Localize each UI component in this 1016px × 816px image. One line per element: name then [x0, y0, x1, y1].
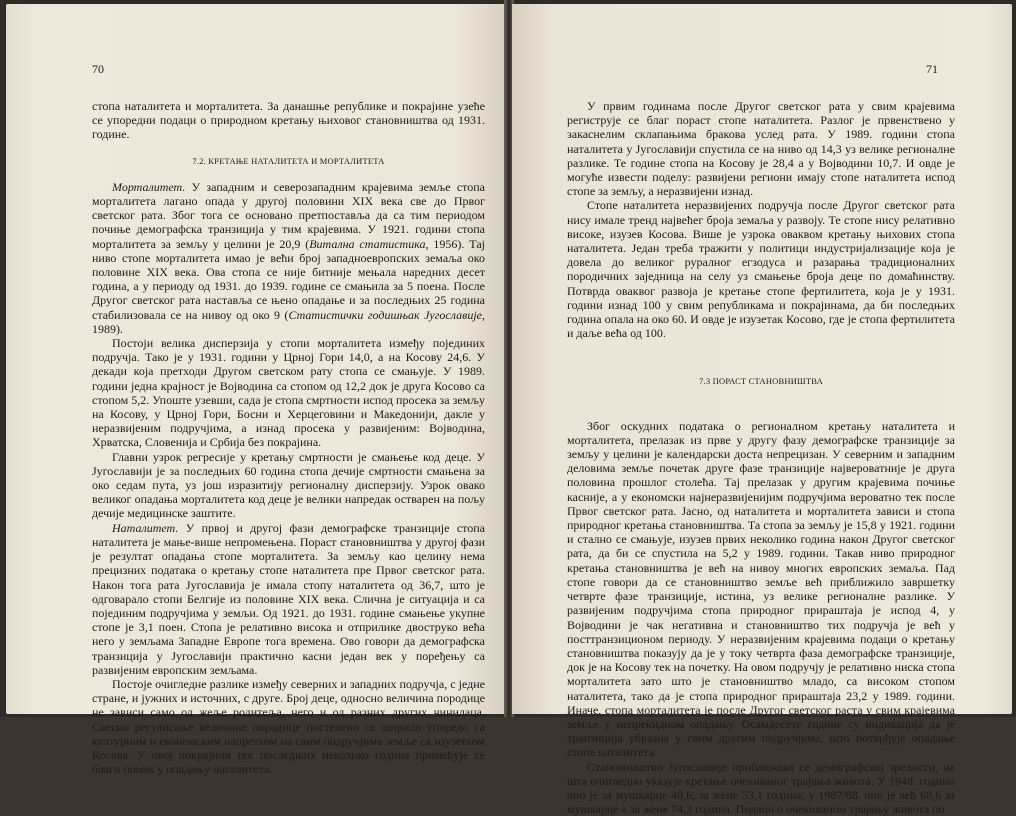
mortality-text-b: , 1956). Тај ниво стопе морталитета имао је већи број западноевропских земаља око половине XIX века. Ова стопа се није битније мењала наредних десет година, а у периоду од 1931. до 1939. године се смањила за 5 поена. После Другог светског рата наставља се њено опадање и за последњих 25 година стабилизовала се на нивоу од око 9 (	[92, 236, 485, 322]
mortality-paragraph	[92, 180, 485, 336]
natality-text: У првој и другој фази демографске транзиције стопа наталитета је мање-више непромењена. Пораст становништва у другој фази је резултат опадања стопе морталитета. За земљу као целину нема прецизних података о кретању стопе наталитета пре Првог светског рата. Након тога рата Југославија је имала стопу наталитета од 36,7, што је одговарало стопи Белгије из половине XIX века. Слична је ситуација и са појединим подручјима у земљи. Од 1921. до 1931. године смањење укупне стопе је 3,1 поен. Стопа је релативно висока и отприлике двоструко већа него у земљама Западне Европе тога времена. Ово говори да демографска транзиција у Југославији практично касни један век у поређењу са развијеним европским земљама.	[92, 520, 485, 677]
natality-lead: Наталитет.	[112, 520, 179, 535]
mortality-text-a: У западним и северозападним крајевима земље стопа морталитета лагано опада у другој половини XIX века све до Првог светског рата. Због тога се основано претпоставља да са тим периодом почиње демографска транзиција у тим крајевима. У 1921. години стопа морталитета за земљу у целини је 20,9 (	[92, 179, 485, 251]
life-expectancy-paragraph: Становништво Југославије приближава се демографској зрелости, на шта очигледно указује кретање очекиваног трајања живота. У 1948. години оно је за мушкарце 48,6, за жене 53,1 година; у 1987/88. оно је већ 68,6 за мушкарце а за жене 74,3 година. Подаци о очекиваном трајању живота по	[567, 759, 955, 816]
underdeveloped-natality-paragraph: Стопе наталитета неразвијених подручја после Другог светског рата нису имале тренд највећег броја земаља у развоју. Те стопе нису релативно високе, изузев Косова. Више је узрока оваквом кретању њихових стопа наталитета. Један треба тражити у политици индустријализације која је довела до великог руралног егзодуса и разарања традиционалних породичних заједница на селу уз смањење броја деце по домаћинству. Потврда оваквог развоја је кретање стопе фертилитета, која је у 1931. години изнад 100 у свим републикама и покрајинама, да би последњих година опала на око 60. И овде је изузетак Косово, где је стопа фертилитета и даље већа од 100.	[567, 198, 955, 341]
right-page-body	[567, 99, 955, 816]
page-number-left: 70	[92, 62, 104, 76]
left-intro-paragraph: стопа наталитета и морталитета. За данашње републике и покрајине узеће се упоредни подаци о природном кретању њиховог становништва од 1931. године.	[92, 99, 485, 142]
mortality-citation-1: Витална статистика	[309, 236, 426, 251]
left-page	[6, 4, 506, 777]
mortality-citation-2: Статистички годишњак Југославије	[288, 307, 483, 322]
page-number-right: 71	[926, 62, 938, 76]
mortality-lead: Морталитет.	[112, 179, 186, 194]
left-page-body	[92, 99, 485, 776]
postwar-natality-paragraph: У првим годинама после Другог светског рата у свим крајевима региструје се благ пораст стопе наталитета. Разлог је првенствено у закаснелим склапањима бракова услед рата. У 1989. години стопа наталитета у Југославији спустила се на ниво од 14,3 уз велике регионалне разлике. Те године стопа на Косову је 28,4 а у Војводини 10,7. И овде је могуће извести поделу: развијени региони имају стопе наталитета испод стопе за земљу, а неразвијени изнад.	[567, 99, 955, 199]
section-heading-7-3: 7.3 ПОРАСТ СТАНОВНИШТВА	[699, 376, 823, 387]
dispersion-paragraph: Постоји велика дисперзија у стопи морталитета између појединих подручја. Тако је у 1931. години у Црној Гори 14,0, а на Косову 24,6. У декади која претходи Другом светском рату стопа се смањује. У 1989. години једна крајност је Војводина са стопом од 12,2 док је друга Косово са стопом 5,2. Упоште узевши, сада је стопа смртности испод просека за земљу на Косову, у Црној Гори, Босни и Херцеговини и Македонији, дакле у неразвијеним подручјима, а изнад просека у развијеним: Војводина, Хрватска, Словенија и Србија без покрајина.	[92, 336, 485, 450]
section-heading-7-2: 7.2. КРЕТАЊЕ НАТАЛИТЕТА И МОРТАЛИТЕТА	[192, 155, 385, 166]
natality-paragraph	[92, 521, 485, 677]
regional-differences-paragraph: Постоје очигледне разлике између северних и западних подручја, с једне стране, и јужних и источних, с друге. Број деце, односно величина породице не зависи само од жеље родитеља, него и од разних других чинилаца. Свесно регулисање величине породице постепено се ширило упоредо са културним и економским напретком на свим подручјима земље са изузетком Косова. У овој покрајини тек последњих неколико година примећује се благи помак у опадању наталитета.	[92, 676, 485, 777]
mortality-text-c: , 1989).	[92, 307, 486, 336]
right-page	[512, 4, 1012, 816]
population-growth-paragraph: Због оскудних података о регионалном кретању наталитета и морталитета, прелазак из прве у другу фазу демографске транзиције за земљу у целини је календарски доста непрецизан. У северним и западним деловима земље почетак друге фазе транзиције највероватније је друга половина прошлог столећа. Тај прелазак у другим крајевима почиње касније, а у економски најнеразвијенијим подручјима вероватно тек после Првог светског рата. Јасно, од наталитета и морталитета зависи и стопа природног кретања становништва. Та стопа за земљу је 15,8 у 1921. години и стално се смањује, изузев првих неколико година након Другог светског рата, да би се спустила на 5,2 у 1989. години. Такав ниво природног кретања становништва је већ на нивоу многих европских земаља. Пад стопе говори да се становништво земље већ приближило завршетку четврте фазе транзиције, истина, уз велике регионалне разлике. У развијеним подручјима стопа природног прираштаја је испод 4, у Војводини је чак негативна и становништво тих подручја је већ у посттранзиционом периоду. У неразвијеним крајевима подаци о кретању становништва показују да је у току четврта фаза демографске транзиције, док је на Косову тек на почетку. На овом подручју је релативно ниска стопа морталитета зато што је становништво младо, са високом стопом наталитета, тако да је стопа природног прираштаја 23,2 у 1989. години. Иначе, стопа морталитета је после Другог светског раста у свим крајевима земље у непрекидном опадању. Осамдесете године су индикација да је транзиција убрзана у свим другим подручјима, што потврђује опадање стопе наталитета.	[567, 418, 955, 760]
child-mortality-paragraph: Главни узрок регресије у кретању смртности је смањење код деце. У Југославији је за последњих 60 година стопа дечије смртности смањена за око седам пута, уз још изразитију регионалну дисперзију. Узрок овако великог опадања морталитета код деце је велики напредак остварен на пољу дечије медицинске заштите.	[92, 449, 485, 521]
